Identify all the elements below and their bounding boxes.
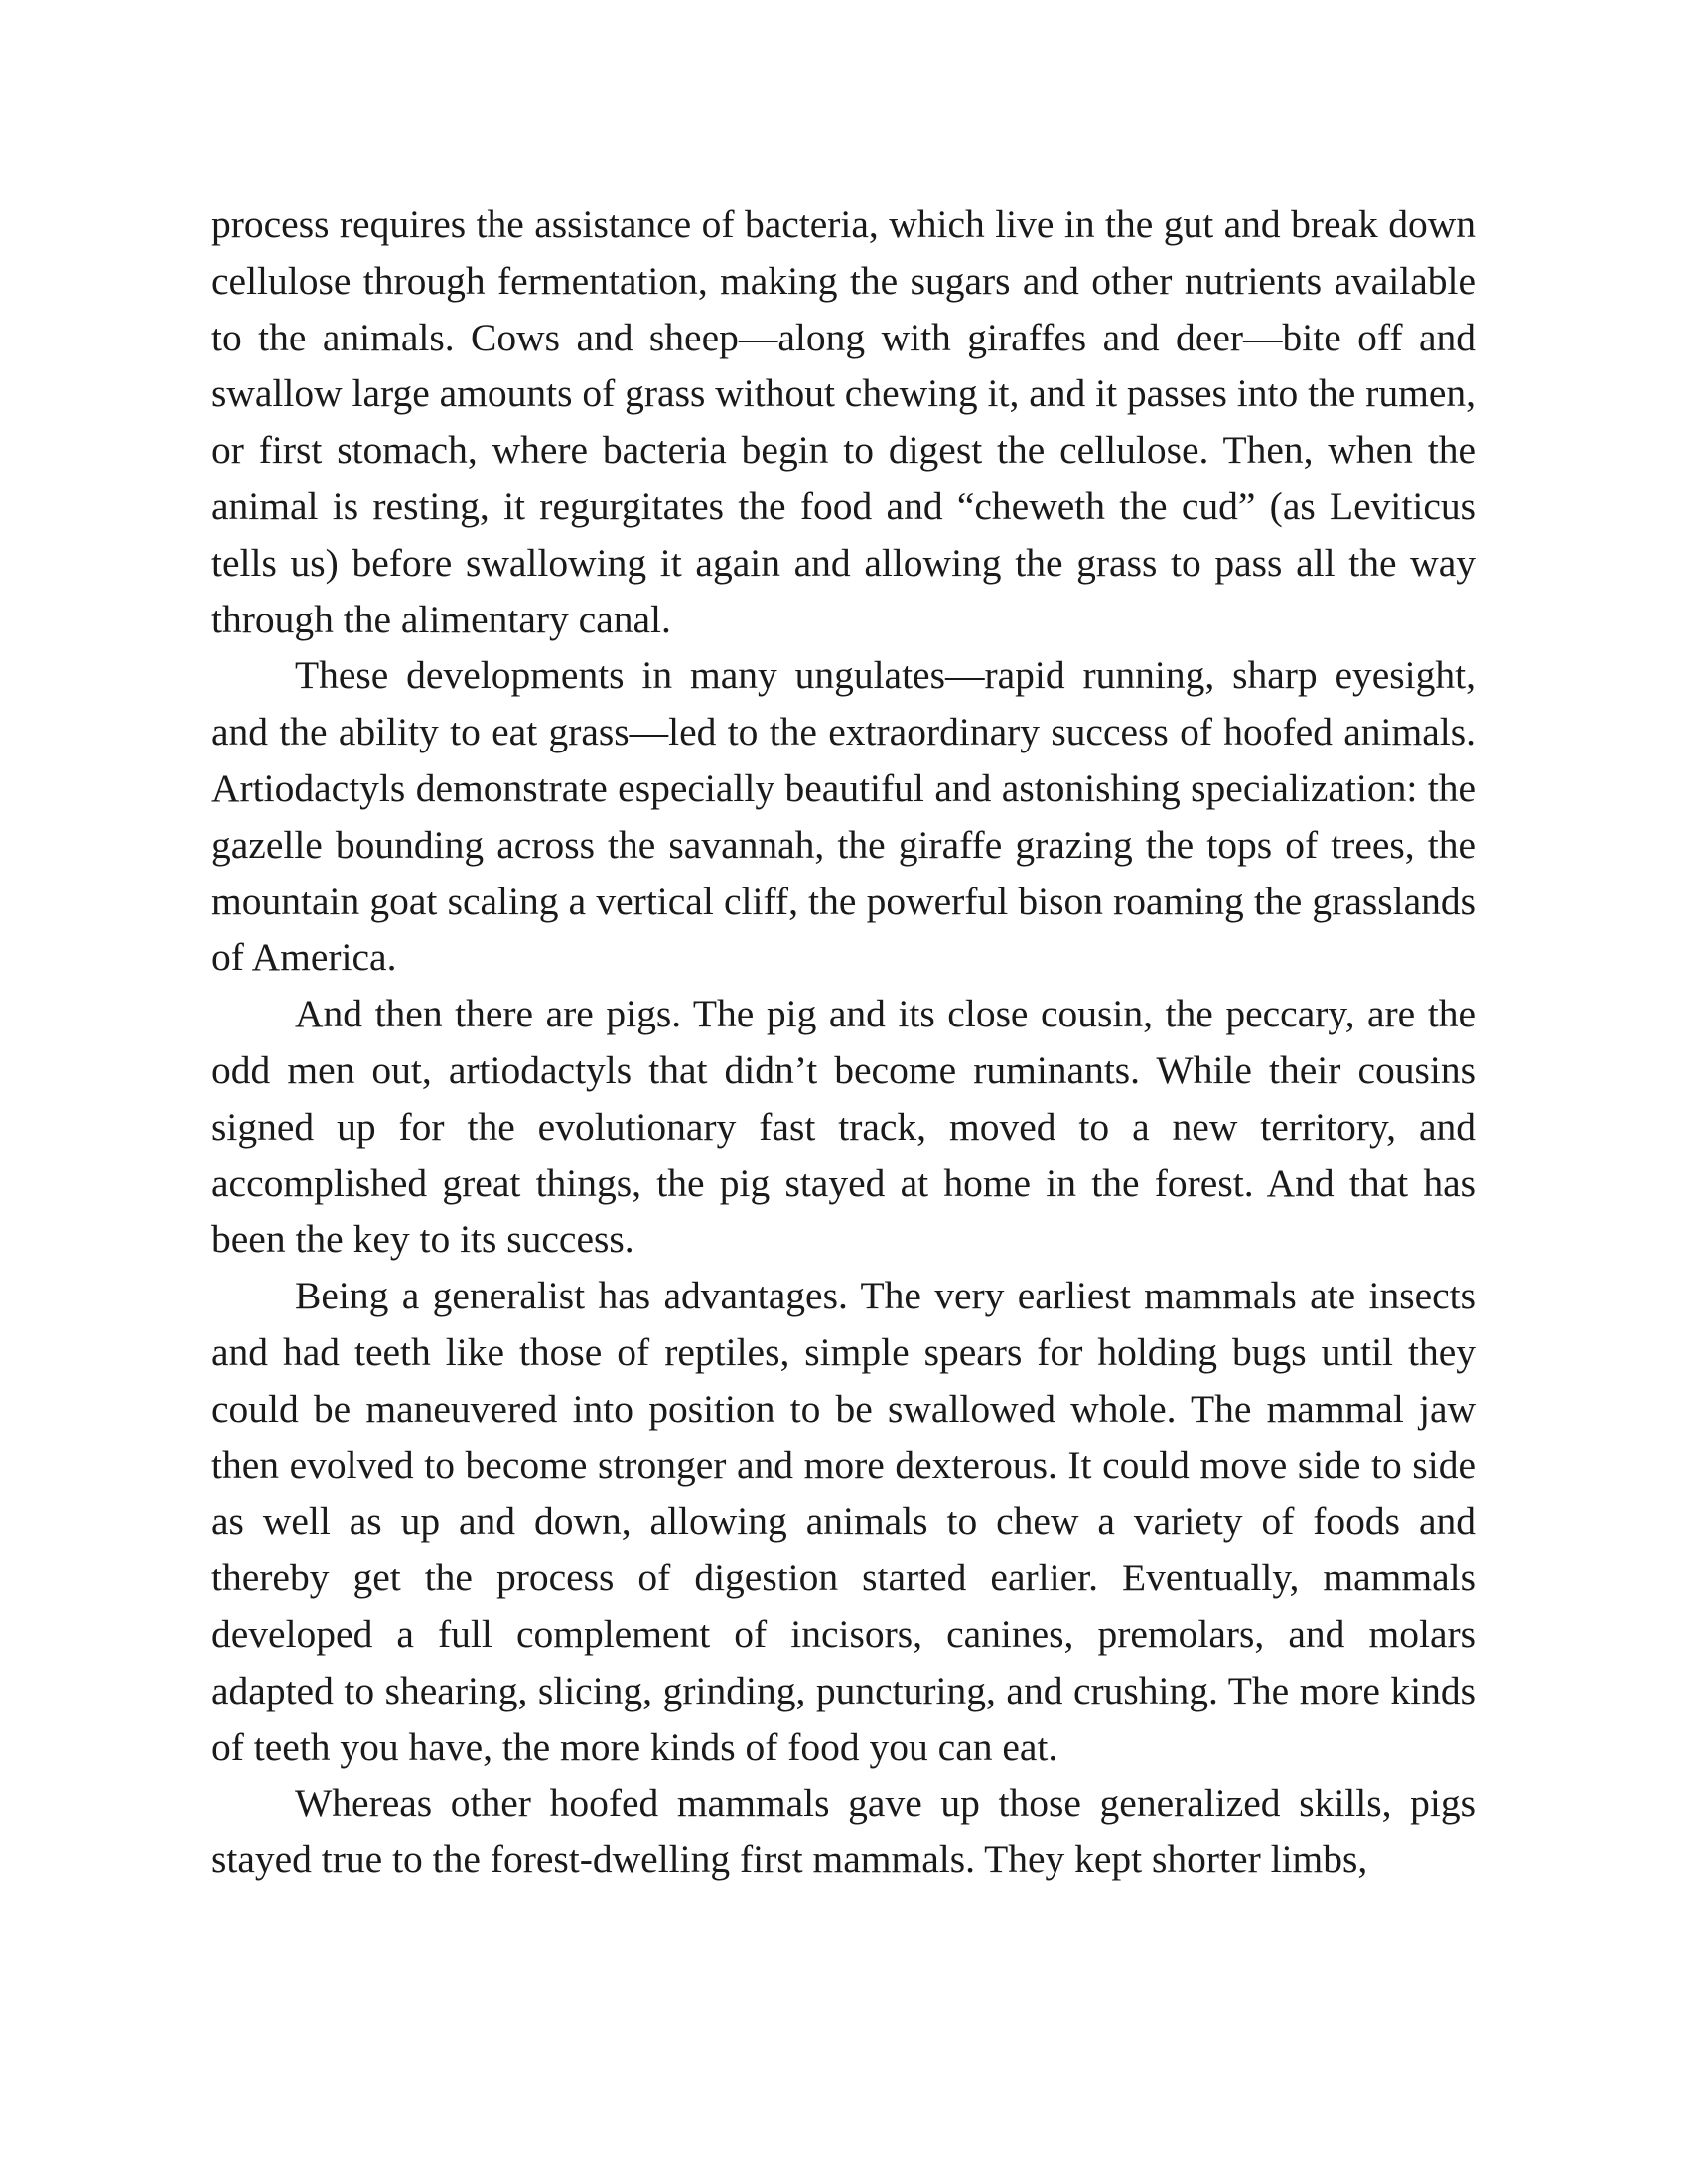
- paragraph-5: Whereas other hoofed mammals gave up those generalized skills, pigs stayed true to the forest-dwelling first mammals. They kept shorter limbs,: [211, 1781, 1476, 1882]
- paragraph-4: Being a generalist has advantages. The very earliest mammals ate insects and had teeth like those of reptiles, simple spears for holding bugs until they could be maneuvered into position to be swallowed whole. The mammal jaw then evolved to become stronger and more dexterous. It could move side to side as well as up and down, allowing animals to chew a variety of foods and thereby get the process of digestion started earlier. Eventually, mammals developed a full complement of incisors, canines, premolars, and molars adapted to shearing, slicing, grinding, puncturing, and crushing. The more kinds of teeth you have, the more kinds of food you can eat.: [211, 1274, 1476, 1769]
- paragraph-3: And then there are pigs. The pig and its close cousin, the peccary, are the odd men out, artiodactyls that didn’t become ruminants. While their cousins signed up for the evolutionary fast track, moved to a new territory, and accomplished great things, the pig stayed at home in the forest. And that has been the key to its success.: [211, 992, 1476, 1262]
- body-text: [211, 197, 1476, 1888]
- paragraph-2: These developments in many ungulates—rapid running, sharp eyesight, and the ability to eat grass—led to the extraordinary success of hoofed animals. Artiodactyls demonstrate especially beautiful and astonishing specialization: the gazelle bounding across the savannah, the giraffe grazing the tops of trees, the mountain goat scaling a vertical cliff, the powerful bison roaming the grasslands of America.: [211, 653, 1476, 980]
- paragraph-1: process requires the assistance of bacteria, which live in the gut and break down cellulose through fermentation, making the sugars and other nutrients available to the animals. Cows and sheep—along with giraffes and deer—bite off and swallow large amounts of grass without chewing it, and it passes into the rumen, or first stomach, where bacteria begin to digest the cellulose. Then, when the animal is resting, it regurgitates the food and “cheweth the cud” (as Leviticus tells us) before swallowing it again and allowing the grass to pass all the way through the alimentary canal.: [211, 203, 1476, 641]
